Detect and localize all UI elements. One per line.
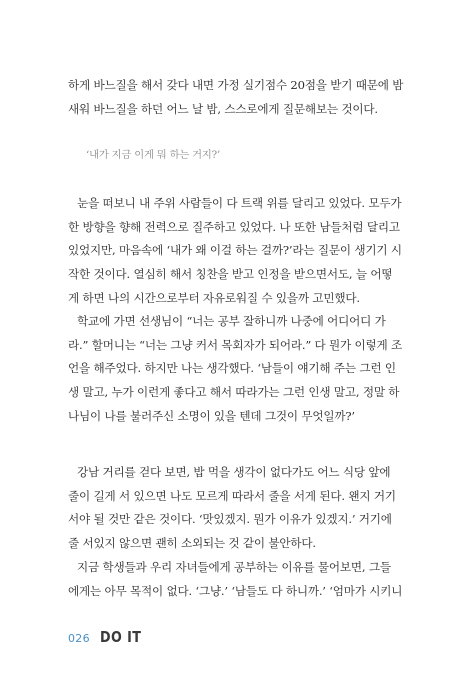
text-line: 게 하면 나의 시간으로부터 자유로워질 수 있을까 고민했다. xyxy=(68,290,360,305)
text-line: 지금 학생들과 우리 자녀들에게 공부하는 이유를 물어보면, 그들 xyxy=(77,560,391,574)
text-line: 에게는 아무 목적이 없다. ‘그냥.’ ‘남들도 다 하니까.’ ‘엄마가 시키니 xyxy=(68,583,403,598)
text-line: 학교에 가면 선생님이 “너는 공부 잘하니까 나중에 어디어디 가 xyxy=(77,314,386,328)
text-line: 언을 해주었다. 하지만 나는 생각했다. ‘남들이 얘기해 주는 그런 인 xyxy=(68,361,396,376)
paragraph-2 xyxy=(68,192,400,311)
page-footer xyxy=(68,628,149,646)
text-line: 작한 것이다. 열심히 해서 칭찬을 받고 인정을 받으면서도, 늘 어떻 xyxy=(68,267,393,282)
text-line: 라.” 할머니는 “너는 그냥 커서 목회자가 되어라.” 다 뭔가 이렇게 조 xyxy=(68,337,402,352)
text-line: 있었지만, 마음속에 ‘내가 왜 이걸 하는 걸까?’라는 질문이 생기기 시 xyxy=(68,243,402,258)
text-line: 생 말고, 누가 이런게 좋다고 해서 따라가는 그런 인생 말고, 정말 하 xyxy=(68,385,400,400)
text-line: 눈을 떠보니 내 주위 사람들이 다 트랙 위를 달리고 있었다. 모두가 xyxy=(77,196,402,210)
book-title: DO IT xyxy=(99,628,142,646)
paragraph-4 xyxy=(68,461,400,556)
text-line: 줄 서있지 않으면 괜히 소외되는 것 같이 불안하다. xyxy=(68,536,316,551)
page-number: 026 xyxy=(68,632,90,645)
text-line: 새워 바느질을 하던 어느 날 밤, 스스로에게 질문해보는 것이다. xyxy=(68,101,378,116)
text-line: 줄이 길게 서 있으면 나도 모르게 따라서 줄을 서게 된다. 왠지 거기 xyxy=(68,488,396,503)
paragraph-1 xyxy=(68,74,404,121)
text-line: 하게 바느질을 해서 갖다 내면 가정 실기점수 20점을 받기 때문에 밤 xyxy=(68,78,404,92)
text-line: 강남 거리를 걷다 보면, 밥 먹을 생각이 없다가도 어느 식당 앞에 xyxy=(77,465,391,479)
text-line: 나님이 나를 불러주신 소명이 있을 텐데 그것이 무엇일까?’ xyxy=(68,408,355,423)
text-line: 서야 될 것만 같은 것이다. ‘맛있겠지. 뭔가 이유가 있겠지.’ 거기에 xyxy=(68,512,392,527)
quote-line: ‘내가 지금 이게 뭐 하는 거지?’ xyxy=(86,149,221,161)
paragraph-3 xyxy=(68,310,400,429)
paragraph-5 xyxy=(68,556,403,603)
text-line: 한 방향을 향해 전력으로 질주하고 있었다. 나 또한 남들처럼 달리고 xyxy=(68,219,400,234)
